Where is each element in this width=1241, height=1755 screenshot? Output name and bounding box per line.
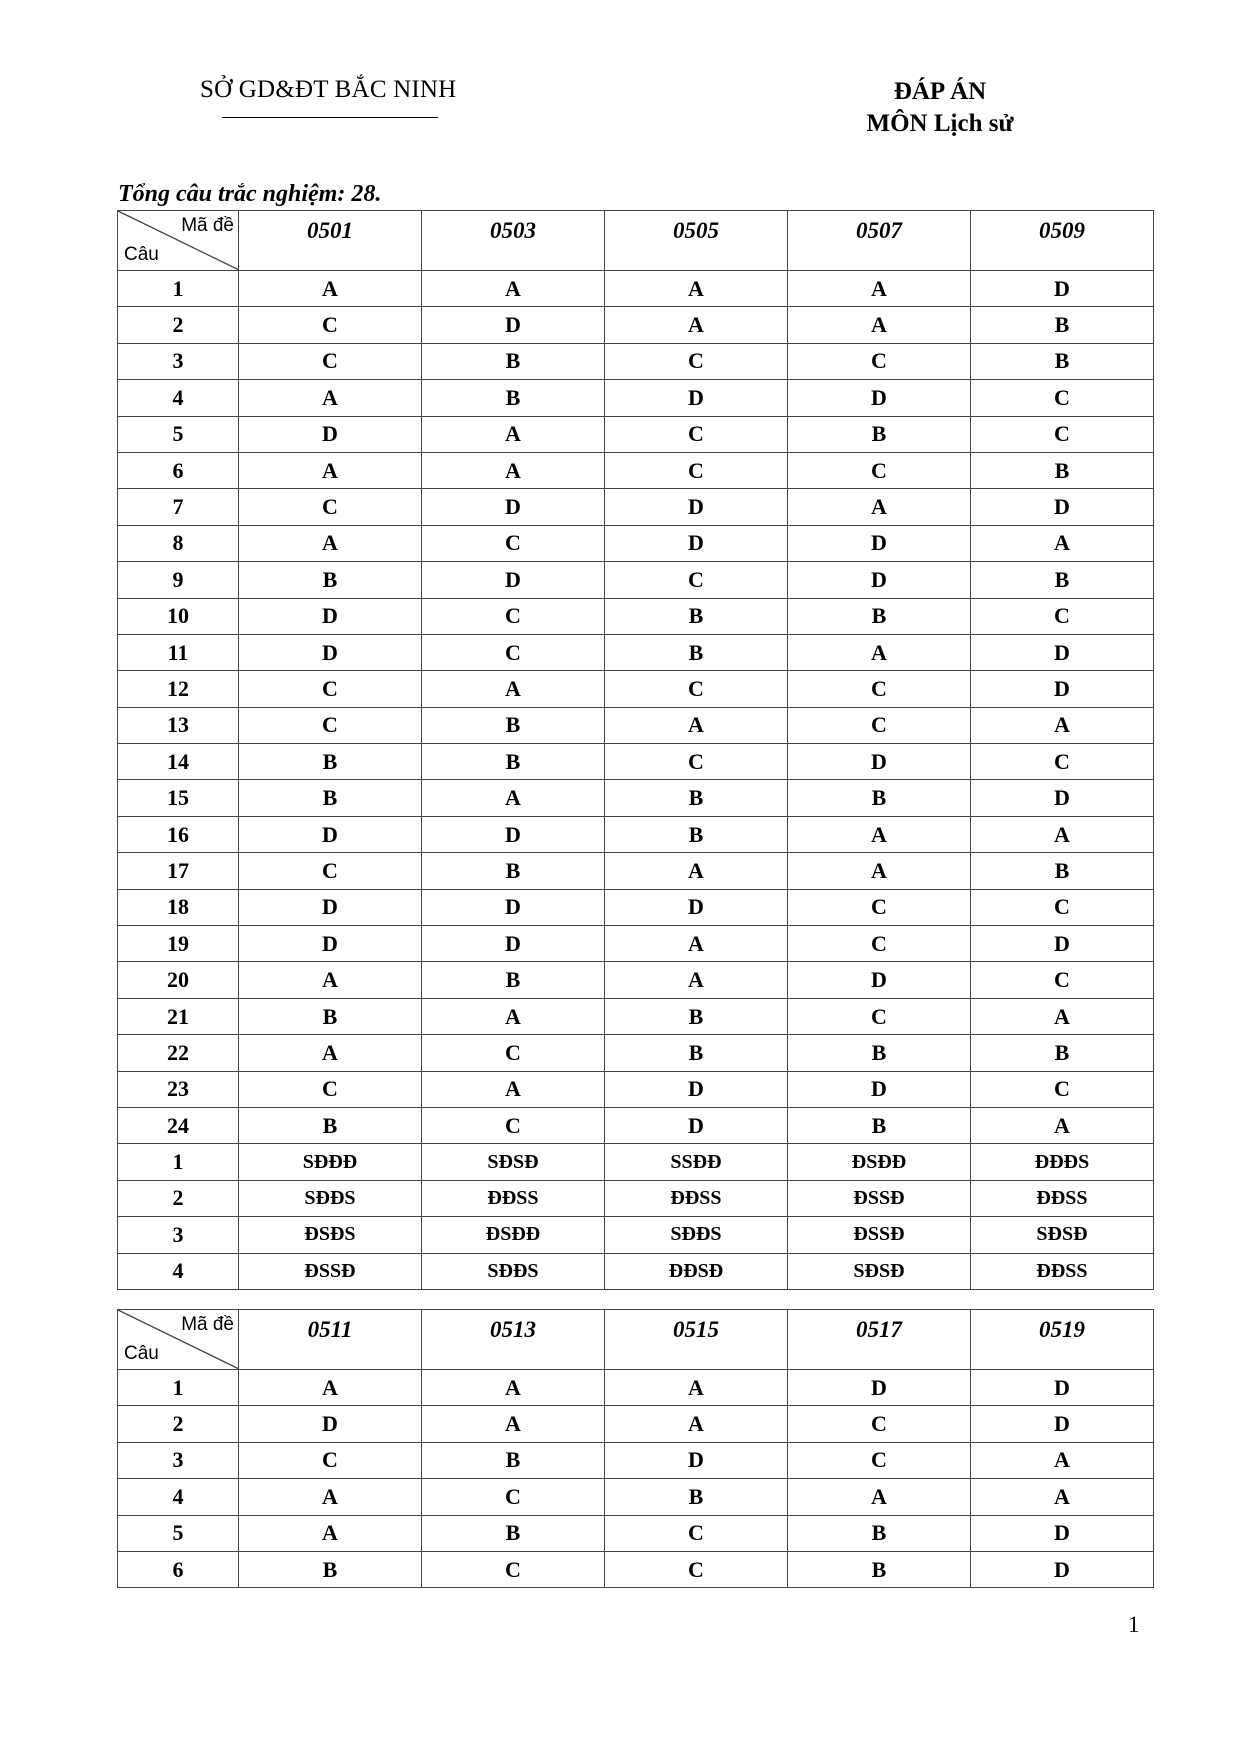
answer-cell: A xyxy=(239,1515,422,1551)
answer-cell: D xyxy=(422,489,605,525)
answer-cell: B xyxy=(605,816,788,852)
corner-header-cell xyxy=(118,1310,239,1370)
answer-cell: A xyxy=(788,489,971,525)
question-number-cell: 10 xyxy=(118,598,239,634)
answer-cell: C xyxy=(422,1107,605,1143)
answer-cell: D xyxy=(422,926,605,962)
answer-cell: A xyxy=(605,853,788,889)
answer-cell: D xyxy=(422,562,605,598)
answer-cell: D xyxy=(971,1370,1154,1406)
answer-cell: D xyxy=(788,962,971,998)
answer-cell: C xyxy=(788,926,971,962)
question-number-cell: 20 xyxy=(118,962,239,998)
answer-cell: SĐĐS xyxy=(239,1180,422,1216)
question-number-cell: 2 xyxy=(118,307,239,343)
answer-cell: A xyxy=(971,816,1154,852)
answer-table-1 xyxy=(117,210,1154,1290)
answer-cell: C xyxy=(422,634,605,670)
question-number-cell: 4 xyxy=(118,380,239,416)
answer-cell: D xyxy=(605,1107,788,1143)
table-row xyxy=(118,1551,1154,1587)
answer-cell: C xyxy=(239,1442,422,1478)
answer-cell: B xyxy=(422,1442,605,1478)
answer-cell: D xyxy=(971,634,1154,670)
answer-cell: D xyxy=(788,380,971,416)
table-row xyxy=(118,998,1154,1034)
answer-cell: C xyxy=(239,307,422,343)
answer-cell: B xyxy=(605,1479,788,1515)
question-number-cell: 18 xyxy=(118,889,239,925)
answer-cell: B xyxy=(239,1107,422,1143)
answer-cell: D xyxy=(605,525,788,561)
answer-cell: C xyxy=(788,452,971,488)
corner-header-cell xyxy=(118,211,239,271)
table-row xyxy=(118,634,1154,670)
question-number-cell: 23 xyxy=(118,1071,239,1107)
question-number-cell: 22 xyxy=(118,1035,239,1071)
answer-cell: B xyxy=(239,1551,422,1587)
answer-cell: D xyxy=(788,562,971,598)
answer-cell: A xyxy=(239,1370,422,1406)
table-row xyxy=(118,489,1154,525)
answer-cell: C xyxy=(605,671,788,707)
exam-code-header: 0505 xyxy=(605,211,788,271)
answer-cell: D xyxy=(788,1370,971,1406)
answer-cell: A xyxy=(605,307,788,343)
heading-answer-key: ĐÁP ÁN xyxy=(893,78,987,105)
answer-cell: B xyxy=(239,562,422,598)
table-row xyxy=(118,525,1154,561)
answer-cell: A xyxy=(788,1479,971,1515)
answer-cell: D xyxy=(971,780,1154,816)
answer-cell: A xyxy=(422,452,605,488)
answer-cell: ĐSĐĐ xyxy=(788,1144,971,1180)
table-header-row xyxy=(118,1310,1154,1370)
question-number-cell: 6 xyxy=(118,1551,239,1587)
department-title: SỞ GD&ĐT BẮC NINH xyxy=(200,76,457,103)
answer-cell: D xyxy=(605,889,788,925)
answer-cell: A xyxy=(422,1071,605,1107)
table-row xyxy=(118,1144,1154,1180)
question-number-cell: 19 xyxy=(118,926,239,962)
answer-cell: C xyxy=(788,1406,971,1442)
document-heading xyxy=(810,76,1070,140)
answer-cell: B xyxy=(971,307,1154,343)
question-number-cell: 12 xyxy=(118,671,239,707)
table-row xyxy=(118,1253,1154,1289)
table-row xyxy=(118,452,1154,488)
answer-cell: A xyxy=(788,271,971,307)
answer-cell: D xyxy=(239,816,422,852)
answer-cell: D xyxy=(971,1515,1154,1551)
answer-cell: D xyxy=(971,926,1154,962)
answer-cell: SĐĐS xyxy=(422,1253,605,1289)
answer-cell: C xyxy=(605,562,788,598)
question-number-cell: 2 xyxy=(118,1406,239,1442)
answer-cell: C xyxy=(239,707,422,743)
answer-cell: B xyxy=(239,780,422,816)
answer-cell: D xyxy=(788,1071,971,1107)
answer-cell: D xyxy=(422,889,605,925)
answer-cell: C xyxy=(971,598,1154,634)
table-row xyxy=(118,271,1154,307)
answer-cell: C xyxy=(239,1071,422,1107)
answer-cell: A xyxy=(788,307,971,343)
question-number-cell: 4 xyxy=(118,1479,239,1515)
answer-cell: D xyxy=(788,525,971,561)
table-row xyxy=(118,816,1154,852)
answer-cell: A xyxy=(971,998,1154,1034)
answer-cell: B xyxy=(422,744,605,780)
answer-cell: C xyxy=(239,343,422,379)
table-row xyxy=(118,962,1154,998)
answer-cell: D xyxy=(422,816,605,852)
answer-cell: D xyxy=(605,380,788,416)
answer-cell: D xyxy=(971,1551,1154,1587)
answer-cell: SSĐĐ xyxy=(605,1144,788,1180)
question-number-cell: 3 xyxy=(118,343,239,379)
answer-cell: C xyxy=(605,1515,788,1551)
heading-subject: MÔN Lịch sử xyxy=(866,110,1014,137)
answer-cell: C xyxy=(971,744,1154,780)
answer-cell: D xyxy=(971,489,1154,525)
answer-cell: ĐSSĐ xyxy=(239,1253,422,1289)
table-row xyxy=(118,1406,1154,1442)
answer-cell: D xyxy=(239,416,422,452)
answer-cell: A xyxy=(971,1107,1154,1143)
answer-cell: D xyxy=(239,926,422,962)
answer-cell: C xyxy=(971,962,1154,998)
answer-cell: C xyxy=(239,853,422,889)
answer-cell: C xyxy=(971,1071,1154,1107)
question-number-cell: 14 xyxy=(118,744,239,780)
answer-cell: B xyxy=(422,707,605,743)
table-row xyxy=(118,1107,1154,1143)
answer-cell: C xyxy=(605,343,788,379)
answer-cell: D xyxy=(239,889,422,925)
answer-cell: B xyxy=(422,962,605,998)
answer-cell: SĐĐS xyxy=(605,1217,788,1253)
answer-cell: C xyxy=(422,1479,605,1515)
answer-cell: C xyxy=(605,1551,788,1587)
answer-cell: D xyxy=(971,271,1154,307)
answer-cell: C xyxy=(971,416,1154,452)
answer-cell: ĐSĐS xyxy=(239,1217,422,1253)
answer-cell: C xyxy=(239,671,422,707)
table-row xyxy=(118,707,1154,743)
exam-code-header: 0511 xyxy=(239,1310,422,1370)
answer-cell: A xyxy=(605,271,788,307)
answer-cell: A xyxy=(239,1035,422,1071)
answer-cell: B xyxy=(605,780,788,816)
table-row xyxy=(118,562,1154,598)
answer-cell: C xyxy=(239,489,422,525)
table-row xyxy=(118,889,1154,925)
answer-cell: ĐĐSS xyxy=(605,1180,788,1216)
answer-cell: A xyxy=(422,271,605,307)
answer-cell: C xyxy=(788,343,971,379)
answer-cell: A xyxy=(605,1406,788,1442)
table-row xyxy=(118,1442,1154,1478)
answer-cell: A xyxy=(422,780,605,816)
answer-cell: B xyxy=(971,343,1154,379)
table-row xyxy=(118,1370,1154,1406)
question-number-cell: 1 xyxy=(118,271,239,307)
question-number-cell: 7 xyxy=(118,489,239,525)
answer-table-2 xyxy=(117,1309,1154,1588)
answer-cell: B xyxy=(788,780,971,816)
exam-code-label: Mã đề xyxy=(181,1314,234,1335)
answer-cell: C xyxy=(971,889,1154,925)
table-row xyxy=(118,307,1154,343)
exam-code-header: 0513 xyxy=(422,1310,605,1370)
table-row xyxy=(118,744,1154,780)
answer-cell: SĐSĐ xyxy=(422,1144,605,1180)
answer-cell: D xyxy=(605,1071,788,1107)
answer-cell: SĐSĐ xyxy=(788,1253,971,1289)
answer-cell: A xyxy=(422,671,605,707)
answer-cell: A xyxy=(971,525,1154,561)
answer-cell: B xyxy=(422,1515,605,1551)
answer-cell: A xyxy=(788,853,971,889)
answer-cell: B xyxy=(239,744,422,780)
question-number-cell: 21 xyxy=(118,998,239,1034)
exam-code-header: 0503 xyxy=(422,211,605,271)
table-row xyxy=(118,416,1154,452)
answer-cell: A xyxy=(605,926,788,962)
answer-cell: A xyxy=(788,634,971,670)
answer-cell: A xyxy=(239,525,422,561)
exam-code-header: 0507 xyxy=(788,211,971,271)
answer-cell: D xyxy=(605,1442,788,1478)
answer-cell: D xyxy=(605,489,788,525)
table-row xyxy=(118,1071,1154,1107)
answer-cell: D xyxy=(422,307,605,343)
answer-cell: A xyxy=(422,416,605,452)
answer-cell: A xyxy=(239,271,422,307)
answer-cell: D xyxy=(239,598,422,634)
page-number: 1 xyxy=(1128,1612,1140,1637)
question-number-cell: 5 xyxy=(118,416,239,452)
answer-cell: B xyxy=(239,998,422,1034)
answer-cell: C xyxy=(605,744,788,780)
question-number-cell: 4 xyxy=(118,1253,239,1289)
answer-cell: C xyxy=(422,598,605,634)
answer-cell: B xyxy=(605,634,788,670)
answer-cell: B xyxy=(971,452,1154,488)
answer-cell: ĐĐSĐ xyxy=(605,1253,788,1289)
answer-cell: B xyxy=(788,1551,971,1587)
table-row xyxy=(118,1479,1154,1515)
answer-cell: A xyxy=(239,962,422,998)
answer-cell: B xyxy=(971,853,1154,889)
question-number-cell: 17 xyxy=(118,853,239,889)
answer-cell: A xyxy=(788,816,971,852)
question-label: Câu xyxy=(124,1343,159,1364)
answer-cell: B xyxy=(422,380,605,416)
table-row xyxy=(118,343,1154,379)
answer-cell: B xyxy=(422,343,605,379)
answer-cell: B xyxy=(788,1107,971,1143)
question-number-cell: 9 xyxy=(118,562,239,598)
answer-cell: C xyxy=(422,1551,605,1587)
answer-cell: C xyxy=(605,416,788,452)
table-header-row xyxy=(118,211,1154,271)
answer-cell: ĐSSĐ xyxy=(788,1217,971,1253)
answer-cell: SĐSĐ xyxy=(971,1217,1154,1253)
answer-cell: D xyxy=(971,1406,1154,1442)
answer-cell: C xyxy=(605,452,788,488)
question-label: Câu xyxy=(124,244,159,265)
question-number-cell: 15 xyxy=(118,780,239,816)
question-number-cell: 6 xyxy=(118,452,239,488)
answer-cell: C xyxy=(422,525,605,561)
question-count-summary: Tổng câu trắc nghiệm: 28. xyxy=(118,181,382,207)
table-row xyxy=(118,780,1154,816)
question-number-cell: 3 xyxy=(118,1217,239,1253)
answer-cell: A xyxy=(605,962,788,998)
exam-code-label: Mã đề xyxy=(181,215,234,236)
answer-cell: B xyxy=(971,1035,1154,1071)
table-row xyxy=(118,598,1154,634)
exam-code-header: 0509 xyxy=(971,211,1154,271)
answer-cell: ĐSĐĐ xyxy=(422,1217,605,1253)
question-number-cell: 8 xyxy=(118,525,239,561)
answer-cell: D xyxy=(239,1406,422,1442)
answer-cell: ĐĐĐS xyxy=(971,1144,1154,1180)
answer-cell: A xyxy=(605,707,788,743)
table-row xyxy=(118,1035,1154,1071)
answer-cell: A xyxy=(605,1370,788,1406)
question-number-cell: 1 xyxy=(118,1370,239,1406)
answer-cell: C xyxy=(788,1442,971,1478)
question-number-cell: 16 xyxy=(118,816,239,852)
question-number-cell: 2 xyxy=(118,1180,239,1216)
answer-cell: SĐĐĐ xyxy=(239,1144,422,1180)
answer-cell: B xyxy=(422,853,605,889)
answer-cell: C xyxy=(788,671,971,707)
answer-cell: D xyxy=(971,671,1154,707)
answer-cell: A xyxy=(239,380,422,416)
answer-cell: B xyxy=(788,1515,971,1551)
question-number-cell: 1 xyxy=(118,1144,239,1180)
answer-cell: B xyxy=(605,1035,788,1071)
exam-code-header: 0501 xyxy=(239,211,422,271)
table-row xyxy=(118,853,1154,889)
answer-cell: B xyxy=(788,416,971,452)
answer-cell: B xyxy=(605,598,788,634)
question-number-cell: 3 xyxy=(118,1442,239,1478)
question-number-cell: 5 xyxy=(118,1515,239,1551)
table-row xyxy=(118,1180,1154,1216)
answer-cell: B xyxy=(788,598,971,634)
answer-cell: B xyxy=(788,1035,971,1071)
answer-cell: A xyxy=(239,1479,422,1515)
table-row xyxy=(118,380,1154,416)
answer-cell: A xyxy=(422,1370,605,1406)
answer-cell: A xyxy=(971,1479,1154,1515)
answer-cell: ĐSSĐ xyxy=(788,1180,971,1216)
answer-cell: C xyxy=(422,1035,605,1071)
question-number-cell: 24 xyxy=(118,1107,239,1143)
answer-cell: D xyxy=(239,634,422,670)
exam-code-header: 0519 xyxy=(971,1310,1154,1370)
question-number-cell: 13 xyxy=(118,707,239,743)
exam-code-header: 0515 xyxy=(605,1310,788,1370)
answer-cell: C xyxy=(788,889,971,925)
answer-cell: B xyxy=(971,562,1154,598)
answer-cell: D xyxy=(788,744,971,780)
answer-cell: A xyxy=(971,707,1154,743)
exam-code-header: 0517 xyxy=(788,1310,971,1370)
header-underline xyxy=(222,117,438,118)
answer-cell: A xyxy=(239,452,422,488)
answer-cell: A xyxy=(971,1442,1154,1478)
answer-cell: C xyxy=(788,707,971,743)
question-number-cell: 11 xyxy=(118,634,239,670)
answer-cell: C xyxy=(971,380,1154,416)
table-row xyxy=(118,1217,1154,1253)
answer-cell: ĐĐSS xyxy=(422,1180,605,1216)
table-row xyxy=(118,1515,1154,1551)
answer-cell: B xyxy=(605,998,788,1034)
answer-cell: ĐĐSS xyxy=(971,1253,1154,1289)
answer-cell: A xyxy=(422,998,605,1034)
answer-cell: C xyxy=(788,998,971,1034)
table-row xyxy=(118,671,1154,707)
answer-cell: ĐĐSS xyxy=(971,1180,1154,1216)
answer-cell: A xyxy=(422,1406,605,1442)
table-row xyxy=(118,926,1154,962)
